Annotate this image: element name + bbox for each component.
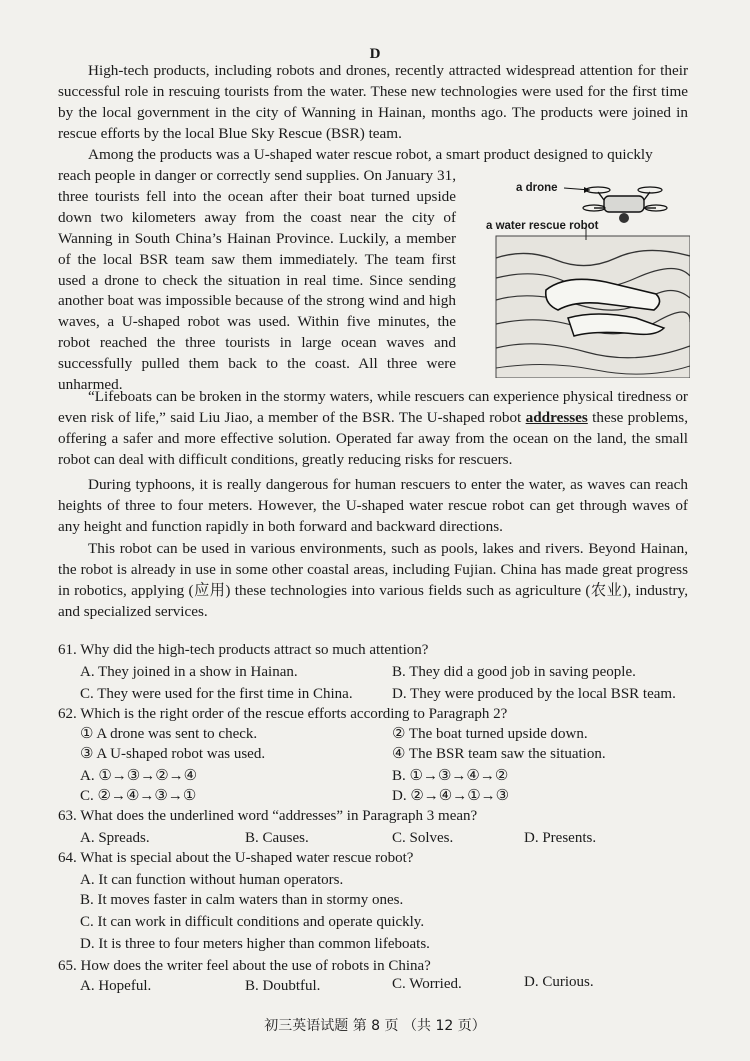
q65-option-a[interactable]: A. Hopeful. (80, 978, 152, 994)
q63-option-a[interactable]: A. Spreads. (80, 830, 150, 846)
q61-option-b[interactable]: B. They did a good job in saving people. (392, 664, 636, 680)
paragraph-5-text: This robot can be used in various environments, such as pools, lakes and rivers. Beyond Hainan, the robot is already in use in some other coastal areas, including Fujian. China has made great progress in robotics, applying (应用) these technologies into various fields such as agriculture (农业), industry, and specialized services. (58, 540, 688, 620)
paragraph-2-body: reach people in danger or correctly send supplies. On January 31, three tourists fell into the ocean after their boat turned upside down two kilometers away from the coast near the city of Wanning in South China’s Hainan Province. Luckily, a member of the local BSR team saw them immediately. The team first used a drone to check the situation in real time. Since sending another boat was impossible because of the strong wind and high waves, a U-shaped robot was used. Within five minutes, the robot reached the three tourists in large ocean waves and successfully pulled them back to the coast. All three were unharmed. (58, 167, 456, 394)
paragraph-1 (58, 60, 688, 144)
q62-event-4: ④ The BSR team saw the situation. (392, 746, 606, 762)
q64-option-a[interactable]: A. It can function without human operators. (80, 872, 344, 888)
q62-option-c[interactable]: C. ②→④→③→① (80, 788, 197, 804)
q65-option-d[interactable]: D. Curious. (524, 974, 594, 990)
rescue-illustration (486, 178, 690, 378)
q62-event-3: ③ A U-shaped robot was used. (80, 746, 266, 762)
rescue-illustration-drawing (486, 178, 690, 378)
drone-label: a drone (516, 182, 558, 194)
question-62-stem: 62. Which is the right order of the rescue efforts according to Paragraph 2? (58, 706, 508, 722)
section-heading: D (369, 46, 381, 62)
page-footer: 初三英语试题 第 8 页 （共 12 页） (264, 1018, 486, 1034)
paragraph-1-text: High-tech products, including robots and drones, recently attracted widespread attention for their successful role in rescuing tourists from the water. These new technologies were used for the first time by the local government in the city of Wanning in Hainan, months ago. The products were joined in rescue efforts by the local Blue Sky Rescue (BSR) team. (58, 62, 688, 142)
question-64-stem: 64. What is special about the U-shaped water rescue robot? (58, 850, 414, 866)
underlined-word: addresses (525, 409, 588, 426)
q65-option-c[interactable]: C. Worried. (392, 976, 462, 992)
paragraph-2-intro-text: Among the products was a U-shaped water rescue robot, a smart product designed to quickly (88, 146, 653, 163)
q62-option-d[interactable]: D. ②→④→①→③ (392, 788, 510, 804)
q63-option-b[interactable]: B. Causes. (245, 830, 309, 846)
paragraph-3 (58, 386, 688, 470)
q62-option-a[interactable]: A. ①→③→②→④ (80, 768, 198, 784)
q63-option-c[interactable]: C. Solves. (392, 830, 454, 846)
question-61-stem: 61. Why did the high-tech products attract so much attention? (58, 642, 429, 658)
q63-option-d[interactable]: D. Presents. (524, 830, 597, 846)
q64-option-b[interactable]: B. It moves faster in calm waters than in stormy ones. (80, 892, 404, 908)
q61-option-d[interactable]: D. They were produced by the local BSR team. (392, 686, 676, 702)
q65-option-b[interactable]: B. Doubtful. (245, 978, 321, 994)
drone-icon (583, 187, 667, 223)
q61-option-c[interactable]: C. They were used for the first time in China. (80, 686, 353, 702)
paragraph-4 (58, 474, 688, 537)
question-65-stem: 65. How does the writer feel about the use of robots in China? (58, 958, 431, 974)
paragraph-3-text-a: “Lifeboats can be broken in the stormy waters, while rescuers can experience physical tiredness or even risk of life,” said Liu Jiao, a member of the BSR. The U-shaped robot (58, 388, 688, 426)
q64-option-d[interactable]: D. It is three to four meters higher than common lifeboats. (80, 936, 430, 952)
paragraph-2-intro (58, 144, 688, 165)
q64-option-c[interactable]: C. It can work in difficult conditions and operate quickly. (80, 914, 425, 930)
paragraph-5 (58, 538, 688, 622)
paragraph-3-text-b: these problems, offering a safer and more effective solution. Operated far away from the ocean on the land, the small robot can deal with difficult conditions, greatly reducing risks for rescuers. (58, 409, 689, 468)
question-63-stem: 63. What does the underlined word “addresses” in Paragraph 3 mean? (58, 808, 478, 824)
q62-option-b[interactable]: B. ①→③→④→② (392, 768, 509, 784)
q62-event-2: ② The boat turned upside down. (392, 726, 588, 742)
q62-event-1: ① A drone was sent to check. (80, 726, 258, 742)
paragraph-4-text: During typhoons, it is really dangerous for human rescuers to enter the water, as waves can reach heights of three to four meters. However, the U-shaped water rescue robot can get through waves of any height and function rapidly in both forward and backward directions. (58, 476, 688, 535)
q61-option-a[interactable]: A. They joined in a show in Hainan. (80, 664, 298, 680)
robot-label: a water rescue robot (486, 220, 599, 232)
